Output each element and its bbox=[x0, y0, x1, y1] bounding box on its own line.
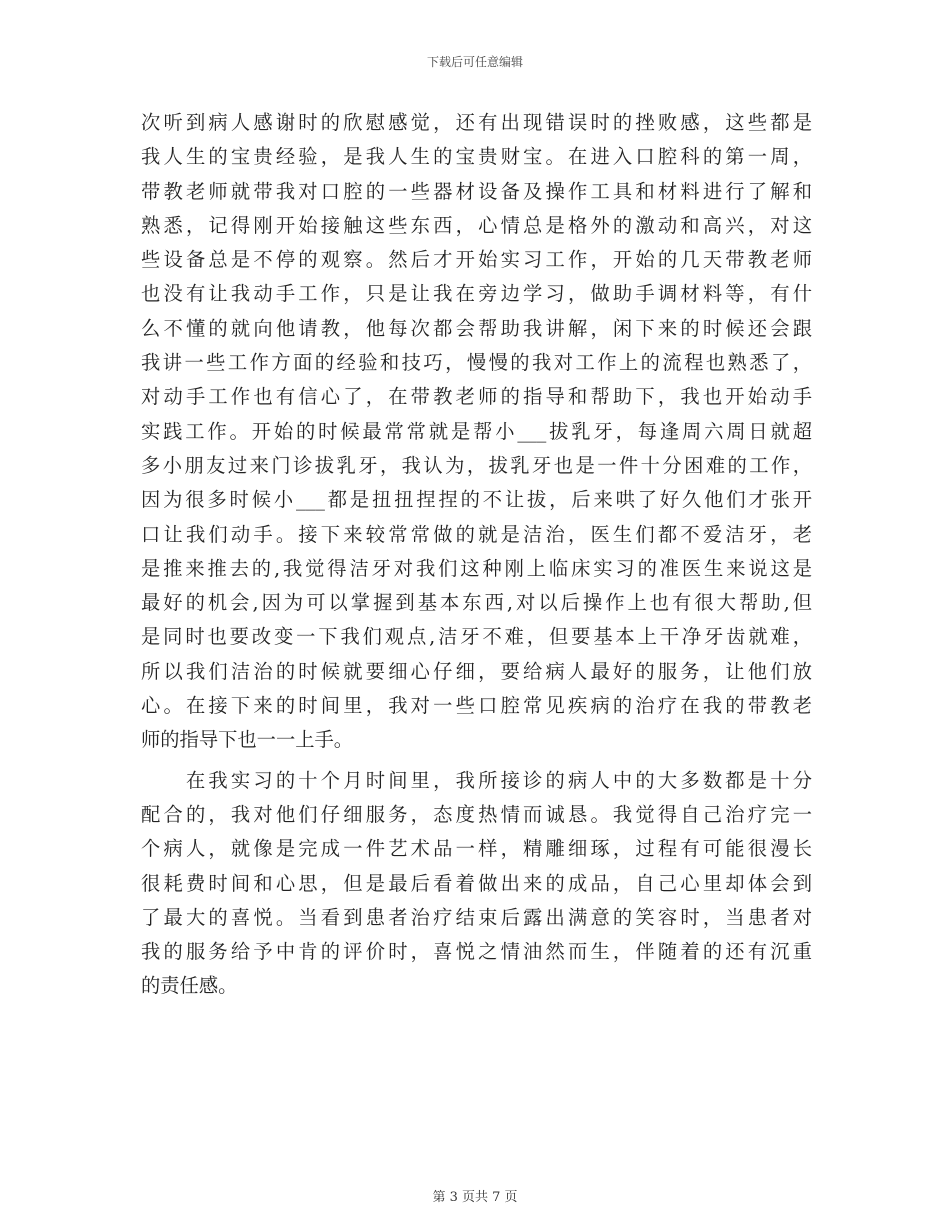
text-line: 我的服务给予中肯的评价时，喜悦之情油然而生，伴随着的还有沉重 bbox=[141, 940, 812, 964]
text-line: 的责任感。 bbox=[141, 974, 238, 998]
text-line: 我讲一些工作方面的经验和技巧，慢慢的我对工作上的流程也熟悉了， bbox=[141, 351, 812, 375]
text-line: 次听到病人感谢时的欣慰感觉，还有出现错误时的挫败感，这些都是 bbox=[141, 111, 812, 134]
paragraph-2 bbox=[141, 764, 812, 1004]
page-header: 下载后可任意编辑 bbox=[426, 55, 523, 69]
text-line: 些设备总是不停的观察。然后才开始实习工作，开始的几天带教老师 bbox=[141, 248, 812, 272]
text-line: 个病人，就像是完成一件艺术品一样，精雕细琢，过程有可能很漫长 bbox=[141, 837, 812, 861]
text-line: 心。在接下来的时间里，我对一些口腔常见疾病的治疗在我的带教老 bbox=[141, 694, 812, 718]
text-line: 很耗费时间和心思，但是最后看着做出来的成品，自己心里却体会到 bbox=[141, 871, 812, 895]
text-line: 对动手工作也有信心了，在带教老师的指导和帮助下，我也开始动手 bbox=[141, 385, 812, 409]
text-line: 师的指导下也一一上手。 bbox=[141, 728, 354, 752]
text-line: 多小朋友过来门诊拔乳牙，我认为，拔乳牙也是一件十分困难的工作， bbox=[141, 453, 812, 477]
text-line: 配合的，我对他们仔细服务，态度热情而诚恳。我觉得自己治疗完一 bbox=[141, 802, 812, 826]
text-line: 是推来推去的,我觉得洁牙对我们这种刚上临床实习的准医生来说这是 bbox=[141, 556, 812, 580]
text-line: 是同时也要改变一下我们观点,洁牙不难，但要基本上干净牙齿就难， bbox=[141, 625, 812, 649]
text-line: 也没有让我动手工作，只是让我在旁边学习，做助手调材料等，有什 bbox=[141, 282, 812, 306]
text-line: 在我实习的十个月时间里，我所接诊的病人中的大多数都是十分 bbox=[141, 768, 812, 792]
text-line: 了最大的喜悦。当看到患者治疗结束后露出满意的笑容时，当患者对 bbox=[141, 905, 812, 929]
text-line: 么不懂的就向他请教，他每次都会帮助我讲解，闲下来的时候还会跟 bbox=[141, 316, 812, 340]
paragraph-1 bbox=[141, 106, 812, 758]
text-line: 口让我们动手。接下来较常常做的就是洁治，医生们都不爱洁牙，老 bbox=[141, 522, 812, 546]
text-line: 我人生的宝贵经验，是我人生的宝贵财宝。在进入口腔科的第一周， bbox=[141, 145, 812, 169]
document-body bbox=[141, 106, 812, 1004]
text-line: 因为很多时候小___都是扭扭捏捏的不让拔，后来哄了好久他们才张开 bbox=[141, 488, 812, 512]
text-line: 实践工作。开始的时候最常常就是帮小___拔乳牙，每逢周六周日就超 bbox=[141, 419, 812, 443]
text-line: 所以我们洁治的时候就要细心仔细，要给病人最好的服务，让他们放 bbox=[141, 659, 812, 683]
page-number: 第 3 页共 7 页 bbox=[432, 1190, 518, 1205]
text-line: 熟悉，记得刚开始接触这些东西，心情总是格外的激动和高兴，对这 bbox=[141, 213, 812, 237]
text-line: 带教老师就带我对口腔的一些器材设备及操作工具和材料进行了解和 bbox=[141, 179, 812, 203]
text-line: 最好的机会,因为可以掌握到基本东西,对以后操作上也有很大帮助,但 bbox=[141, 591, 812, 615]
